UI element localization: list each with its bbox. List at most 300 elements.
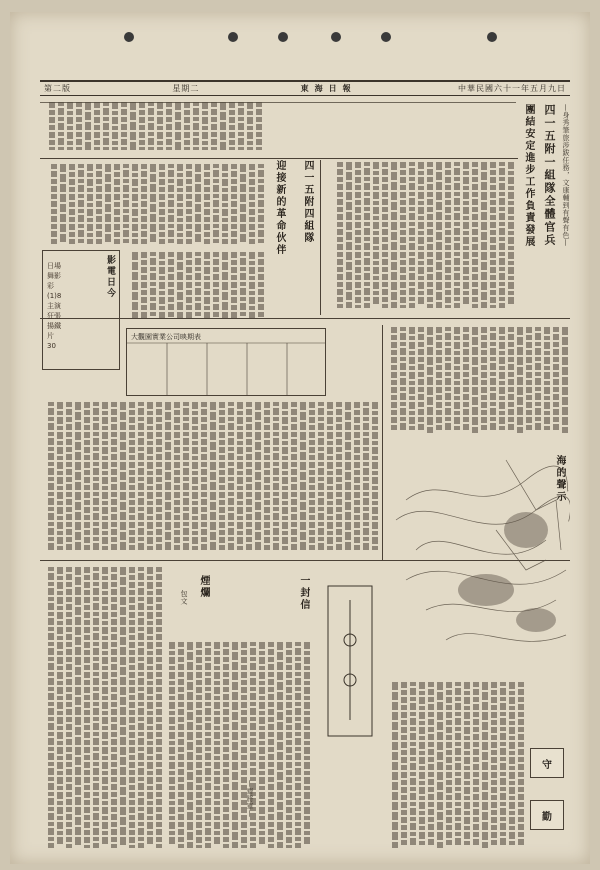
- text-glyph-mark: [445, 290, 451, 295]
- text-glyph-mark: [304, 792, 310, 799]
- text-glyph-mark: [482, 752, 488, 760]
- text-glyph-mark: [166, 109, 172, 115]
- text-glyph-mark: [195, 224, 201, 232]
- text-glyph-mark: [437, 742, 443, 750]
- text-glyph-mark: [196, 762, 202, 768]
- text-glyph-mark: [318, 522, 324, 526]
- handwriting-line: 狂張: [47, 312, 61, 320]
- text-glyph-mark: [544, 336, 550, 340]
- text-glyph-mark: [446, 810, 452, 815]
- text-glyph-mark: [445, 333, 451, 340]
- text-glyph-mark: [286, 837, 292, 843]
- text-glyph-mark: [93, 828, 99, 835]
- text-glyph-mark: [268, 777, 274, 782]
- text-glyph-mark: [427, 377, 433, 385]
- text-glyph-mark: [309, 447, 315, 453]
- text-glyph-mark: [138, 483, 144, 490]
- text-glyph-mark: [156, 627, 162, 632]
- text-glyph-mark: [222, 312, 228, 318]
- text-glyph-mark: [562, 427, 568, 433]
- text-glyph-mark: [129, 725, 135, 730]
- text-glyph-mark: [139, 147, 145, 150]
- text-glyph-mark: [491, 840, 497, 845]
- text-glyph-mark: [141, 179, 147, 184]
- second-headline-subtitle: 迎接新的革命伙伴: [274, 160, 285, 256]
- text-glyph-mark: [354, 522, 360, 528]
- text-glyph-mark: [246, 402, 252, 407]
- schedule-title: 大觀園實業公司映期表: [131, 333, 201, 341]
- text-glyph-mark: [223, 792, 229, 797]
- text-glyph-mark: [392, 692, 398, 700]
- text-glyph-mark: [138, 417, 144, 421]
- text-glyph-mark: [93, 588, 99, 595]
- text-glyph-mark: [400, 402, 406, 406]
- text-glyph-mark: [295, 762, 301, 766]
- text-glyph-mark: [66, 642, 72, 647]
- text-glyph-mark: [336, 454, 342, 460]
- text-glyph-mark: [205, 783, 211, 790]
- text-glyph-mark: [392, 702, 398, 710]
- text-glyph-mark: [111, 642, 117, 647]
- text-glyph-mark: [363, 543, 369, 550]
- text-glyph-mark: [410, 802, 416, 806]
- text-column-block: [166, 640, 312, 850]
- text-glyph-mark: [66, 454, 72, 460]
- text-glyph-mark: [282, 492, 288, 499]
- text-glyph-mark: [237, 477, 243, 484]
- text-glyph-mark: [51, 216, 57, 222]
- text-glyph-mark: [382, 304, 388, 308]
- text-glyph-mark: [372, 537, 378, 544]
- text-glyph-mark: [428, 734, 434, 740]
- text-glyph-mark: [147, 402, 153, 409]
- text-glyph-mark: [219, 545, 225, 550]
- text-glyph-mark: [111, 837, 117, 842]
- text-glyph-mark: [48, 678, 54, 685]
- text-glyph-mark: [382, 252, 388, 257]
- second-headline-title: 四一五附四組隊: [302, 160, 313, 244]
- text-glyph-mark: [268, 664, 274, 670]
- text-glyph-mark: [355, 177, 361, 183]
- text-glyph-mark: [186, 194, 192, 199]
- text-glyph-mark: [201, 409, 207, 415]
- text-glyph-mark: [241, 642, 247, 648]
- text-glyph-mark: [428, 764, 434, 770]
- text-glyph-mark: [295, 657, 301, 661]
- text-glyph-mark: [304, 807, 310, 814]
- text-glyph-mark: [57, 597, 63, 604]
- text-glyph-mark: [202, 132, 208, 139]
- text-glyph-mark: [373, 261, 379, 265]
- text-glyph-mark: [382, 289, 388, 295]
- text-glyph-mark: [258, 215, 264, 222]
- text-glyph-mark: [354, 410, 360, 415]
- text-glyph-mark: [337, 259, 343, 265]
- text-glyph-mark: [337, 282, 343, 287]
- text-glyph-mark: [168, 164, 174, 168]
- text-glyph-mark: [318, 423, 324, 430]
- text-glyph-mark: [428, 689, 434, 695]
- text-column-block: [44, 100, 264, 152]
- text-glyph-mark: [201, 432, 207, 437]
- text-glyph-mark: [129, 597, 135, 603]
- text-glyph-mark: [517, 337, 523, 345]
- text-glyph-mark: [392, 782, 398, 790]
- issue-date: 中華民國六十一年五月九日: [457, 84, 566, 93]
- text-glyph-mark: [232, 682, 238, 690]
- text-glyph-mark: [355, 222, 361, 228]
- text-glyph-mark: [129, 402, 135, 408]
- text-glyph-mark: [355, 245, 361, 250]
- text-glyph-mark: [508, 387, 514, 392]
- text-glyph-mark: [51, 209, 57, 214]
- text-glyph-mark: [237, 516, 243, 520]
- text-glyph-mark: [273, 498, 279, 505]
- text-glyph-mark: [222, 282, 228, 290]
- text-glyph-mark: [123, 209, 129, 213]
- text-glyph-mark: [67, 132, 73, 139]
- text-glyph-mark: [410, 757, 416, 761]
- text-glyph-mark: [132, 252, 138, 260]
- text-glyph-mark: [473, 839, 479, 845]
- text-glyph-mark: [111, 754, 117, 760]
- text-glyph-mark: [102, 621, 108, 625]
- text-glyph-mark: [455, 733, 461, 740]
- text-glyph-mark: [93, 543, 99, 550]
- text-glyph-mark: [186, 201, 192, 207]
- text-glyph-mark: [183, 513, 189, 520]
- text-glyph-mark: [463, 207, 469, 214]
- text-glyph-mark: [295, 792, 301, 796]
- text-glyph-mark: [286, 710, 292, 715]
- text-glyph-mark: [93, 567, 99, 571]
- text-glyph-mark: [391, 242, 397, 250]
- text-glyph-mark: [57, 531, 63, 535]
- text-glyph-mark: [214, 777, 220, 784]
- text-glyph-mark: [255, 432, 261, 440]
- text-glyph-mark: [455, 832, 461, 836]
- text-glyph-mark: [75, 717, 81, 725]
- text-glyph-mark: [337, 252, 343, 257]
- text-glyph-mark: [419, 787, 425, 794]
- text-glyph-mark: [309, 440, 315, 445]
- text-glyph-mark: [204, 209, 210, 215]
- text-glyph-mark: [400, 363, 406, 370]
- text-glyph-mark: [120, 687, 126, 695]
- text-glyph-mark: [129, 770, 135, 775]
- text-glyph-mark: [147, 741, 153, 745]
- text-glyph-mark: [490, 378, 496, 385]
- text-glyph-mark: [535, 423, 541, 430]
- text-glyph-mark: [241, 822, 247, 828]
- text-glyph-mark: [491, 757, 497, 763]
- text-glyph-mark: [60, 194, 66, 202]
- text-glyph-mark: [111, 574, 117, 580]
- text-glyph-mark: [102, 786, 108, 790]
- text-glyph-mark: [93, 657, 99, 661]
- text-glyph-mark: [455, 742, 461, 746]
- text-glyph-mark: [75, 462, 81, 470]
- text-glyph-mark: [57, 522, 63, 529]
- text-glyph-mark: [419, 712, 425, 719]
- text-glyph-mark: [286, 845, 292, 848]
- text-glyph-mark: [282, 516, 288, 520]
- text-glyph-mark: [48, 843, 54, 848]
- text-glyph-mark: [382, 177, 388, 182]
- text-glyph-mark: [518, 727, 524, 732]
- text-glyph-mark: [436, 182, 442, 190]
- text-glyph-mark: [141, 201, 147, 207]
- text-glyph-mark: [268, 784, 274, 790]
- text-glyph-mark: [58, 123, 64, 130]
- text-glyph-mark: [120, 797, 126, 805]
- text-glyph-mark: [232, 762, 238, 770]
- text-glyph-mark: [264, 440, 270, 445]
- text-glyph-mark: [177, 173, 183, 177]
- text-glyph-mark: [544, 357, 550, 364]
- text-glyph-mark: [544, 402, 550, 409]
- text-glyph-mark: [120, 512, 126, 520]
- text-glyph-mark: [491, 742, 497, 748]
- text-glyph-mark: [255, 542, 261, 550]
- text-glyph-mark: [75, 647, 81, 655]
- text-glyph-mark: [57, 702, 63, 709]
- text-glyph-mark: [238, 138, 244, 145]
- text-glyph-mark: [85, 122, 91, 130]
- text-glyph-mark: [66, 649, 72, 655]
- text-glyph-mark: [201, 477, 207, 482]
- text-glyph-mark: [93, 747, 99, 751]
- text-glyph-mark: [102, 606, 108, 610]
- text-glyph-mark: [445, 417, 451, 421]
- text-glyph-mark: [454, 357, 460, 364]
- text-glyph-mark: [156, 619, 162, 625]
- text-glyph-mark: [286, 777, 292, 783]
- text-glyph-mark: [472, 417, 478, 425]
- text-glyph-mark: [195, 252, 201, 256]
- text-glyph-mark: [138, 492, 144, 496]
- text-glyph-mark: [84, 725, 90, 730]
- text-glyph-mark: [446, 795, 452, 800]
- text-glyph-mark: [168, 239, 174, 243]
- text-glyph-mark: [193, 123, 199, 130]
- text-glyph-mark: [427, 417, 433, 425]
- text-glyph-mark: [169, 687, 175, 694]
- sea-illustration: [386, 440, 570, 670]
- text-glyph-mark: [67, 117, 73, 124]
- text-glyph-mark: [526, 402, 532, 408]
- text-glyph-mark: [66, 747, 72, 752]
- text-glyph-mark: [84, 567, 90, 573]
- text-glyph-mark: [111, 687, 117, 692]
- text-glyph-mark: [129, 470, 135, 475]
- text-glyph-mark: [57, 582, 63, 589]
- text-glyph-mark: [401, 727, 407, 733]
- text-glyph-mark: [48, 528, 54, 535]
- text-glyph-mark: [231, 305, 237, 310]
- text-glyph-mark: [204, 267, 210, 274]
- text-glyph-mark: [111, 799, 117, 805]
- text-glyph-mark: [409, 222, 415, 226]
- text-glyph-mark: [132, 272, 138, 280]
- text-glyph-mark: [156, 462, 162, 467]
- text-glyph-mark: [463, 379, 469, 385]
- text-glyph-mark: [419, 766, 425, 770]
- text-glyph-mark: [428, 817, 434, 822]
- text-glyph-mark: [222, 224, 228, 231]
- text-glyph-mark: [562, 347, 568, 355]
- text-glyph-mark: [517, 397, 523, 405]
- text-glyph-mark: [526, 335, 532, 340]
- text-glyph-mark: [277, 682, 283, 690]
- text-glyph-mark: [346, 172, 352, 180]
- text-glyph-mark: [174, 410, 180, 415]
- text-glyph-mark: [214, 786, 220, 790]
- text-glyph-mark: [219, 410, 225, 415]
- text-glyph-mark: [93, 648, 99, 655]
- text-glyph-mark: [482, 692, 488, 700]
- text-glyph-mark: [169, 732, 175, 739]
- text-glyph-mark: [231, 194, 237, 199]
- text-glyph-mark: [419, 751, 425, 755]
- text-glyph-mark: [213, 209, 219, 213]
- text-glyph-mark: [445, 215, 451, 220]
- text-glyph-mark: [463, 334, 469, 340]
- text-glyph-mark: [509, 742, 515, 749]
- text-glyph-mark: [93, 633, 99, 640]
- text-glyph-mark: [75, 807, 81, 815]
- text-glyph-mark: [175, 102, 181, 110]
- text-glyph-mark: [166, 147, 172, 150]
- text-glyph-mark: [223, 837, 229, 842]
- text-glyph-mark: [66, 762, 72, 767]
- text-glyph-mark: [304, 672, 310, 679]
- text-glyph-mark: [499, 168, 505, 175]
- text-glyph-mark: [177, 272, 183, 280]
- text-glyph-mark: [237, 456, 243, 460]
- text-glyph-mark: [187, 672, 193, 680]
- text-glyph-mark: [223, 814, 229, 820]
- text-glyph-mark: [123, 230, 129, 237]
- text-glyph-mark: [102, 807, 108, 814]
- text-glyph-mark: [156, 447, 162, 452]
- text-glyph-mark: [138, 513, 144, 520]
- text-glyph-mark: [237, 417, 243, 424]
- text-glyph-mark: [138, 693, 144, 700]
- text-glyph-mark: [436, 425, 442, 430]
- text-glyph-mark: [159, 239, 165, 244]
- text-glyph-mark: [85, 102, 91, 110]
- text-glyph-mark: [66, 664, 72, 670]
- text-glyph-mark: [490, 327, 496, 331]
- text-glyph-mark: [168, 224, 174, 228]
- text-glyph-mark: [526, 410, 532, 415]
- text-glyph-mark: [249, 282, 255, 289]
- text-glyph-mark: [337, 274, 343, 280]
- text-glyph-mark: [75, 757, 81, 765]
- text-glyph-mark: [84, 440, 90, 445]
- text-glyph-mark: [156, 649, 162, 655]
- text-glyph-mark: [196, 717, 202, 723]
- text-glyph-mark: [318, 483, 324, 490]
- text-glyph-mark: [273, 477, 279, 481]
- text-glyph-mark: [464, 682, 470, 689]
- text-glyph-mark: [132, 203, 138, 207]
- text-glyph-mark: [58, 117, 64, 121]
- text-glyph-mark: [96, 224, 102, 229]
- text-glyph-mark: [509, 802, 515, 809]
- text-glyph-mark: [273, 462, 279, 466]
- text-glyph-mark: [57, 516, 63, 520]
- text-glyph-mark: [169, 747, 175, 754]
- text-glyph-mark: [186, 216, 192, 222]
- text-glyph-mark: [427, 177, 433, 182]
- text-glyph-mark: [231, 290, 237, 295]
- text-glyph-mark: [66, 777, 72, 782]
- text-glyph-mark: [258, 267, 264, 272]
- text-glyph-mark: [187, 812, 193, 820]
- text-glyph-mark: [428, 824, 434, 830]
- text-glyph-mark: [518, 742, 524, 747]
- text-glyph-mark: [255, 462, 261, 470]
- text-glyph-mark: [211, 139, 217, 145]
- text-glyph-mark: [535, 402, 541, 406]
- text-glyph-mark: [482, 792, 488, 800]
- text-glyph-mark: [111, 439, 117, 445]
- text-glyph-mark: [93, 723, 99, 730]
- stamp-bottom: 勤: [530, 800, 564, 830]
- text-glyph-mark: [481, 192, 487, 200]
- text-glyph-mark: [418, 261, 424, 265]
- text-glyph-mark: [472, 192, 478, 197]
- text-glyph-mark: [75, 817, 81, 825]
- text-glyph-mark: [355, 207, 361, 213]
- text-glyph-mark: [183, 438, 189, 445]
- text-glyph-mark: [473, 757, 479, 762]
- text-glyph-mark: [87, 179, 93, 186]
- text-glyph-mark: [255, 472, 261, 480]
- text-glyph-mark: [240, 303, 246, 310]
- text-glyph-mark: [446, 787, 452, 793]
- text-glyph-mark: [295, 738, 301, 745]
- text-glyph-mark: [138, 582, 144, 586]
- text-glyph-mark: [419, 802, 425, 809]
- text-glyph-mark: [354, 425, 360, 430]
- text-glyph-mark: [336, 537, 342, 542]
- text-glyph-mark: [69, 217, 75, 222]
- text-glyph-mark: [66, 462, 72, 467]
- text-glyph-mark: [87, 209, 93, 216]
- stamp-top: 守: [530, 748, 564, 778]
- text-glyph-mark: [264, 410, 270, 415]
- text-glyph-mark: [544, 426, 550, 430]
- text-glyph-mark: [499, 267, 505, 271]
- text-glyph-mark: [174, 477, 180, 483]
- text-glyph-mark: [75, 687, 81, 695]
- text-glyph-mark: [156, 604, 162, 610]
- text-glyph-mark: [286, 822, 292, 828]
- text-glyph-mark: [372, 501, 378, 505]
- text-glyph-mark: [168, 312, 174, 317]
- text-glyph-mark: [129, 845, 135, 848]
- text-glyph-mark: [205, 792, 211, 796]
- text-glyph-mark: [214, 837, 220, 844]
- text-glyph-mark: [258, 179, 264, 183]
- text-glyph-mark: [409, 183, 415, 190]
- text-glyph-mark: [120, 697, 126, 705]
- text-glyph-mark: [169, 681, 175, 685]
- text-glyph-mark: [222, 164, 228, 171]
